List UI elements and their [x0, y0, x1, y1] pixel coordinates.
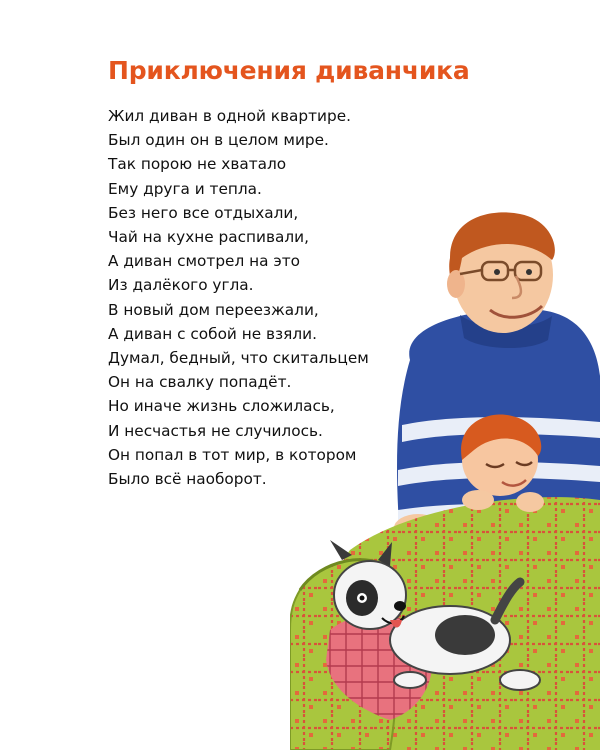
poem-line: А диван с собой не взяли.	[108, 324, 317, 343]
poem-line: Было всё наоборот.	[108, 470, 267, 489]
poem-line: Ему друга и тепла.	[108, 179, 262, 198]
poem-line: Он попал в тот мир, в котором	[108, 445, 357, 464]
poem-title: Приключения диванчика	[108, 56, 470, 85]
poem-line: Так порою не хватало	[108, 155, 287, 174]
poem-line: Но иначе жизнь сложилась,	[108, 397, 335, 416]
poem-line: И несчастья не случилось.	[108, 421, 323, 440]
illustration	[290, 210, 600, 750]
poem-line: Он на свалку попадёт.	[108, 373, 292, 392]
poem-line: Жил диван в одной квартире.	[108, 107, 351, 125]
poem-line: Без него все отдыхали,	[108, 203, 299, 222]
poem-line: Думал, бедный, что скитальцем	[108, 349, 369, 368]
poem-line: Чай на кухне распивали,	[108, 228, 309, 247]
poem-line: Был один он в целом мире.	[108, 131, 329, 150]
poem-line: В новый дом переезжали,	[108, 300, 319, 319]
poem-line: Из далёкого угла.	[108, 276, 254, 295]
poem-line: А диван смотрел на это	[108, 252, 300, 271]
